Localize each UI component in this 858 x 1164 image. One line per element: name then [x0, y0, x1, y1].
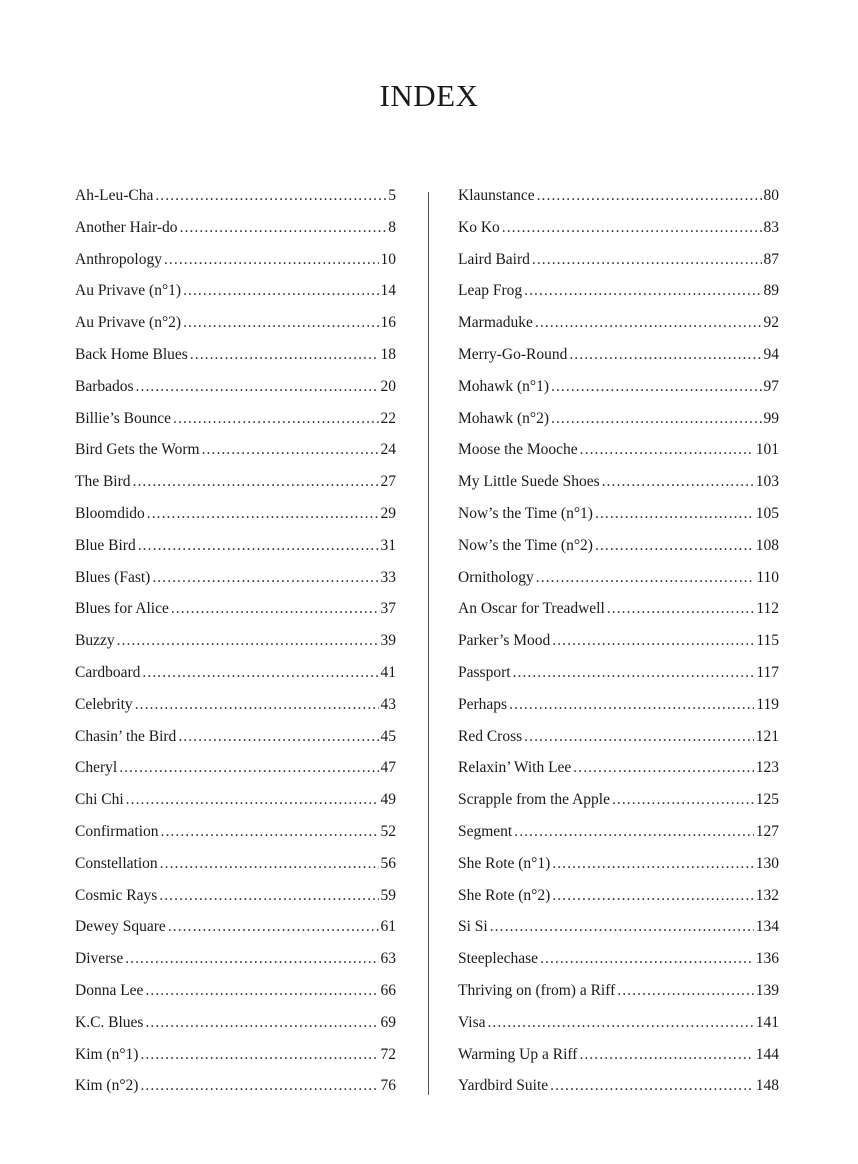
- dot-leader: [159, 887, 378, 905]
- index-entry: [458, 282, 779, 314]
- index-entry: [75, 187, 396, 219]
- entry-page-number: 89: [763, 282, 779, 300]
- entry-page-number: 105: [755, 504, 779, 522]
- index-entry: [75, 1077, 396, 1109]
- entry-page-number: 59: [380, 886, 396, 904]
- entry-page-number: 144: [755, 1045, 779, 1063]
- entry-page-number: 76: [380, 1077, 396, 1095]
- index-entry: [458, 791, 779, 823]
- entry-page-number: 80: [763, 187, 779, 204]
- entry-title: Moose the Mooche: [458, 441, 578, 459]
- entry-title: Kim (n°2): [75, 1077, 139, 1095]
- index-entry: [458, 1046, 779, 1078]
- entry-page-number: 121: [755, 727, 779, 745]
- dot-leader: [509, 696, 754, 714]
- dot-leader: [178, 728, 378, 746]
- dot-leader: [145, 1014, 378, 1032]
- entry-title: Passport: [458, 663, 511, 681]
- entry-page-number: 97: [763, 377, 779, 395]
- dot-leader: [140, 1046, 378, 1064]
- dot-leader: [136, 378, 379, 396]
- dot-leader: [168, 918, 379, 936]
- entry-title: Cardboard: [75, 663, 141, 681]
- entry-page-number: 18: [380, 345, 396, 363]
- entry-title: Ah-Leu-Cha: [75, 187, 154, 204]
- entry-page-number: 24: [380, 441, 396, 459]
- entry-page-number: 130: [755, 854, 779, 872]
- index-entry: [75, 728, 396, 760]
- entry-page-number: 20: [380, 377, 396, 395]
- entry-page-number: 66: [380, 981, 396, 999]
- dot-leader: [142, 664, 378, 682]
- dot-leader: [514, 823, 754, 841]
- entry-title: Klaunstance: [458, 187, 535, 204]
- dot-leader: [573, 759, 753, 777]
- dot-leader: [502, 219, 762, 237]
- entry-page-number: 125: [755, 791, 779, 809]
- dot-leader: [117, 632, 379, 650]
- entry-page-number: 52: [380, 822, 396, 840]
- index-entry: [75, 346, 396, 378]
- entry-title: Ornithology: [458, 568, 534, 586]
- entry-page-number: 112: [756, 600, 779, 618]
- entry-page-number: 83: [763, 218, 779, 236]
- index-entry: [458, 887, 779, 919]
- entry-title: She Rote (n°2): [458, 886, 551, 904]
- entry-title: K.C. Blues: [75, 1013, 144, 1031]
- entry-title: Thriving on (from) a Riff: [458, 981, 616, 999]
- index-entry: [458, 664, 779, 696]
- dot-leader: [155, 187, 386, 205]
- entry-page-number: 148: [755, 1077, 779, 1095]
- entry-title: Now’s the Time (n°1): [458, 504, 593, 522]
- entry-title: An Oscar for Treadwell: [458, 600, 605, 618]
- entry-title: Celebrity: [75, 695, 133, 713]
- entry-page-number: 43: [380, 695, 396, 713]
- index-column-right: [458, 187, 779, 1109]
- entry-page-number: 63: [380, 950, 396, 968]
- dot-leader: [617, 982, 753, 1000]
- entry-page-number: 41: [380, 663, 396, 681]
- entry-title: Marmaduke: [458, 314, 533, 332]
- entry-page-number: 136: [755, 950, 779, 968]
- entry-title: Scrapple from the Apple: [458, 791, 610, 809]
- entry-title: Cheryl: [75, 759, 118, 777]
- entry-title: Blues (Fast): [75, 568, 151, 586]
- index-entry: [458, 696, 779, 728]
- index-entry: [75, 759, 396, 791]
- entry-page-number: 47: [380, 759, 396, 777]
- entry-page-number: 14: [380, 282, 396, 300]
- entry-title: Au Privave (n°1): [75, 282, 182, 300]
- dot-leader: [138, 537, 379, 555]
- index-entry: [458, 569, 779, 601]
- dot-leader: [550, 1077, 754, 1095]
- entry-page-number: 61: [380, 918, 396, 936]
- dot-leader: [164, 251, 379, 269]
- entry-title: Billie’s Bounce: [75, 409, 172, 427]
- entry-title: Parker’s Mood: [458, 632, 551, 650]
- entry-page-number: 101: [755, 441, 779, 459]
- index-entry: [75, 1046, 396, 1078]
- dot-leader: [595, 537, 754, 555]
- entry-page-number: 22: [380, 409, 396, 427]
- entry-page-number: 134: [755, 918, 779, 936]
- dot-leader: [537, 187, 762, 205]
- index-entry: [75, 537, 396, 569]
- entry-title: Cosmic Rays: [75, 886, 158, 904]
- entry-title: Laird Baird: [458, 250, 530, 268]
- dot-leader: [612, 791, 754, 809]
- entry-page-number: 99: [763, 409, 779, 427]
- entry-title: Another Hair-do: [75, 218, 178, 236]
- index-entry: [458, 378, 779, 410]
- entry-page-number: 37: [380, 600, 396, 618]
- entry-page-number: 119: [756, 695, 779, 713]
- entry-title: Bird Gets the Worm: [75, 441, 200, 459]
- index-entry: [458, 219, 779, 251]
- index-entry: [75, 219, 396, 251]
- index-entry: [75, 505, 396, 537]
- index-entry: [458, 759, 779, 791]
- index-entry: [458, 600, 779, 632]
- index-entry: [75, 791, 396, 823]
- entry-page-number: 29: [380, 504, 396, 522]
- entry-page-number: 115: [756, 632, 779, 650]
- entry-title: Anthropology: [75, 250, 162, 268]
- entry-page-number: 45: [380, 727, 396, 745]
- entry-page-number: 127: [755, 822, 779, 840]
- entry-title: Segment: [458, 822, 513, 840]
- index-entry: [458, 537, 779, 569]
- index-entry: [458, 950, 779, 982]
- index-entry: [458, 1014, 779, 1046]
- index-entry: [75, 950, 396, 982]
- entry-title: Barbados: [75, 377, 134, 395]
- entry-page-number: 56: [380, 854, 396, 872]
- entry-title: Blue Bird: [75, 536, 136, 554]
- index-entry: [458, 855, 779, 887]
- dot-leader: [183, 282, 378, 300]
- index-entry: [458, 982, 779, 1014]
- entry-title: Mohawk (n°2): [458, 409, 550, 427]
- index-entry: [458, 1077, 779, 1109]
- dot-leader: [535, 314, 762, 332]
- entry-title: Warming Up a Riff: [458, 1045, 578, 1063]
- entry-page-number: 5: [388, 187, 396, 204]
- entry-page-number: 87: [763, 250, 779, 268]
- dot-leader: [490, 918, 754, 936]
- index-entry: [75, 887, 396, 919]
- dot-leader: [552, 887, 753, 905]
- dot-leader: [171, 600, 379, 618]
- dot-leader: [183, 314, 378, 332]
- index-entry: [458, 441, 779, 473]
- index-entry: [75, 1014, 396, 1046]
- entry-title: Yardbird Suite: [458, 1077, 549, 1095]
- entry-title: Kim (n°1): [75, 1045, 139, 1063]
- dot-leader: [595, 505, 754, 523]
- entry-title: Perhaps: [458, 695, 508, 713]
- dot-leader: [135, 696, 379, 714]
- entry-title: Leap Frog: [458, 282, 523, 300]
- dot-leader: [147, 505, 379, 523]
- entry-title: Visa: [458, 1013, 486, 1031]
- index-entry: [458, 187, 779, 219]
- entry-page-number: 69: [380, 1013, 396, 1031]
- index-entry: [75, 441, 396, 473]
- entry-title: Now’s the Time (n°2): [458, 536, 593, 554]
- index-entry: [75, 823, 396, 855]
- entry-page-number: 10: [380, 250, 396, 268]
- entry-page-number: 8: [388, 218, 396, 236]
- index-entry: [75, 473, 396, 505]
- entry-title: Steeplechase: [458, 950, 539, 968]
- index-column-left: [75, 187, 396, 1109]
- entry-page-number: 141: [755, 1013, 779, 1031]
- index-entry: [458, 473, 779, 505]
- entry-title: My Little Suede Shoes: [458, 473, 600, 491]
- entry-title: Donna Lee: [75, 981, 144, 999]
- dot-leader: [551, 378, 761, 396]
- index-entry: [75, 314, 396, 346]
- entry-page-number: 39: [380, 632, 396, 650]
- entry-page-number: 31: [380, 536, 396, 554]
- entry-page-number: 123: [755, 759, 779, 777]
- dot-leader: [133, 473, 379, 491]
- dot-leader: [180, 219, 387, 237]
- dot-leader: [487, 1014, 753, 1032]
- entry-title: Back Home Blues: [75, 345, 188, 363]
- dot-leader: [161, 823, 379, 841]
- entry-page-number: 117: [756, 663, 779, 681]
- entry-page-number: 92: [763, 314, 779, 332]
- entry-page-number: 72: [380, 1045, 396, 1063]
- entry-title: Au Privave (n°2): [75, 314, 182, 332]
- entry-title: Merry-Go-Round: [458, 345, 568, 363]
- dot-leader: [160, 855, 379, 873]
- index-entry: [75, 664, 396, 696]
- entry-title: Ko Ko: [458, 218, 500, 236]
- index-entry: [458, 632, 779, 664]
- dot-leader: [607, 600, 755, 618]
- column-divider: [428, 192, 429, 1095]
- entry-page-number: 49: [380, 791, 396, 809]
- dot-leader: [119, 759, 378, 777]
- index-entry: [458, 346, 779, 378]
- dot-leader: [536, 569, 755, 587]
- dot-leader: [125, 950, 378, 968]
- index-entry: [75, 410, 396, 442]
- entry-page-number: 16: [380, 314, 396, 332]
- dot-leader: [202, 441, 379, 459]
- entry-title: Mohawk (n°1): [458, 377, 550, 395]
- entry-title: Diverse: [75, 950, 124, 968]
- dot-leader: [152, 569, 378, 587]
- index-entry: [75, 251, 396, 283]
- index-entry: [75, 600, 396, 632]
- entry-title: Bloomdido: [75, 504, 145, 522]
- entry-title: Buzzy: [75, 632, 115, 650]
- entry-title: Confirmation: [75, 822, 159, 840]
- entry-page-number: 132: [755, 886, 779, 904]
- index-entry: [458, 728, 779, 760]
- index-entry: [458, 918, 779, 950]
- entry-title: Chasin’ the Bird: [75, 727, 177, 745]
- dot-leader: [140, 1077, 378, 1095]
- dot-leader: [579, 1046, 753, 1064]
- dot-leader: [524, 282, 761, 300]
- dot-leader: [540, 950, 754, 968]
- index-entry: [75, 982, 396, 1014]
- index-entry: [75, 632, 396, 664]
- dot-leader: [145, 982, 378, 1000]
- entry-title: Chi Chi: [75, 791, 124, 809]
- index-entry: [458, 314, 779, 346]
- entry-page-number: 103: [755, 473, 779, 491]
- dot-leader: [569, 346, 761, 364]
- entry-page-number: 33: [380, 568, 396, 586]
- index-entry: [458, 251, 779, 283]
- index-entry: [458, 505, 779, 537]
- entry-page-number: 108: [755, 536, 779, 554]
- dot-leader: [126, 791, 379, 809]
- dot-leader: [513, 664, 755, 682]
- dot-leader: [532, 251, 762, 269]
- entry-page-number: 139: [755, 981, 779, 999]
- dot-leader: [580, 441, 754, 459]
- entry-page-number: 27: [380, 473, 396, 491]
- index-entry: [75, 855, 396, 887]
- entry-title: Red Cross: [458, 727, 523, 745]
- dot-leader: [552, 632, 754, 650]
- entry-title: Dewey Square: [75, 918, 166, 936]
- index-entry: [458, 410, 779, 442]
- dot-leader: [552, 855, 753, 873]
- entry-title: Si Si: [458, 918, 488, 936]
- index-entry: [75, 918, 396, 950]
- index-entry: [75, 378, 396, 410]
- entry-title: Relaxin’ With Lee: [458, 759, 572, 777]
- dot-leader: [602, 473, 754, 491]
- index-entry: [75, 569, 396, 601]
- entry-title: The Bird: [75, 473, 131, 491]
- page-title: INDEX: [379, 78, 479, 113]
- entry-page-number: 94: [763, 345, 779, 363]
- dot-leader: [524, 728, 754, 746]
- index-entry: [75, 696, 396, 728]
- dot-leader: [190, 346, 379, 364]
- index-entry: [75, 282, 396, 314]
- entry-title: She Rote (n°1): [458, 854, 551, 872]
- entry-title: Blues for Alice: [75, 600, 169, 618]
- entry-title: Constellation: [75, 854, 158, 872]
- index-entry: [458, 823, 779, 855]
- entry-page-number: 110: [756, 568, 779, 586]
- dot-leader: [173, 410, 378, 428]
- dot-leader: [551, 410, 761, 428]
